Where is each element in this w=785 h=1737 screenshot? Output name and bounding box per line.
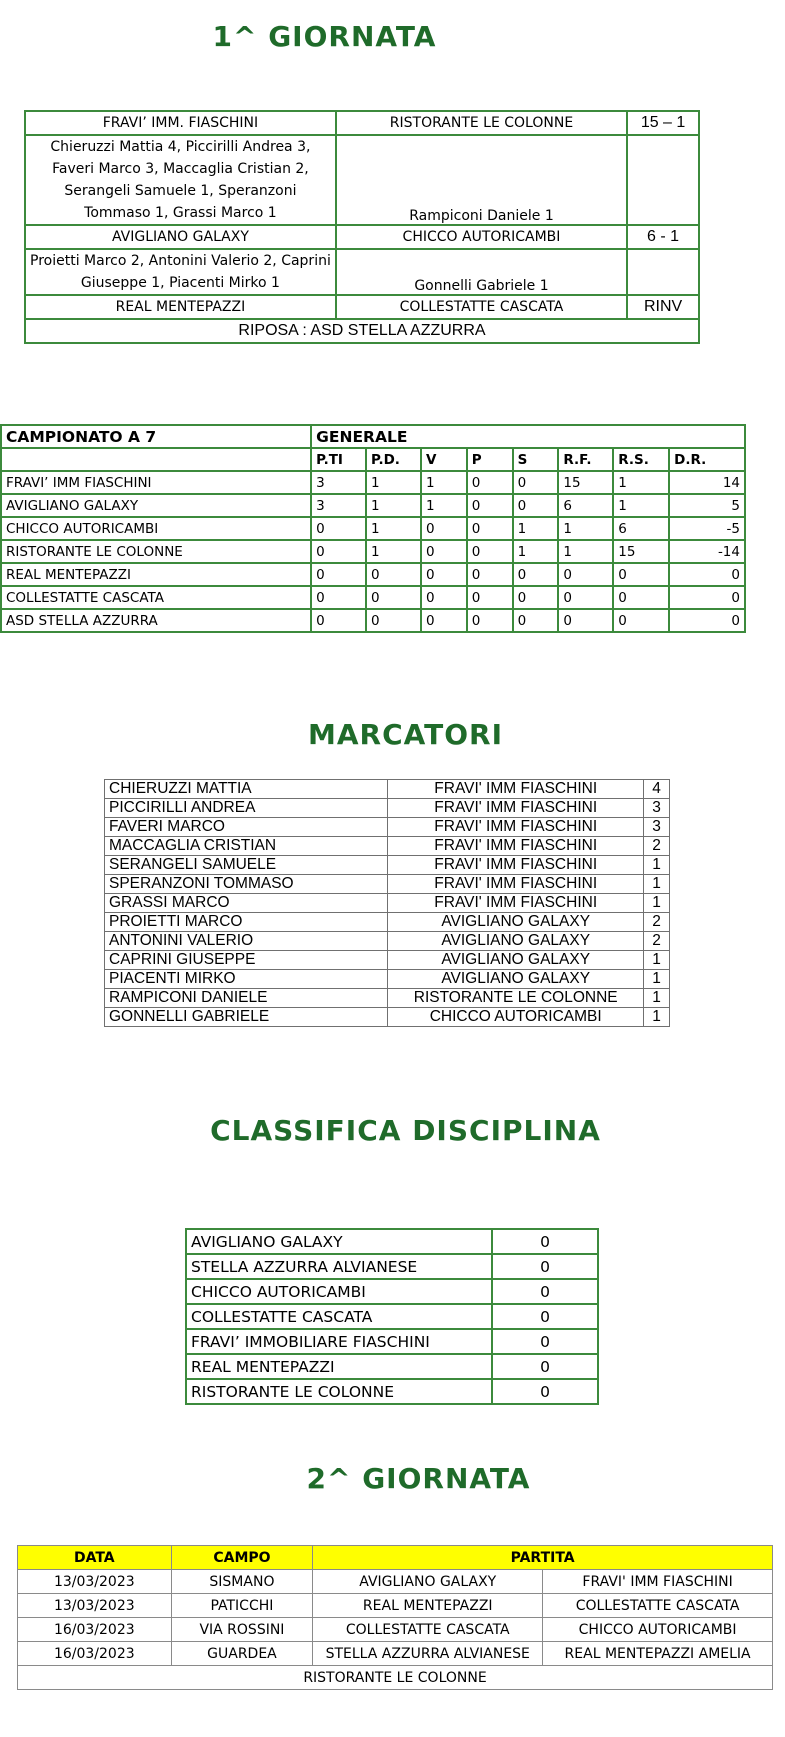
discipline-row [186,1379,598,1404]
discipline-points: 0 [492,1329,598,1354]
scorer-goals: 2 [644,913,670,932]
match-field: SISMANO [171,1570,313,1594]
stat-cell: 0 [513,471,559,494]
home-team: REAL MENTEPAZZI [25,295,336,319]
scorer-row [105,894,670,913]
stat-cell: 1 [421,471,467,494]
home-team: STELLA AZZURRA ALVIANESE [313,1642,543,1666]
home-scorers: Chieruzzi Mattia 4, Piccirilli Andrea 3, Faveri Marco 3, Maccaglia Cristian 2, Serangeli Samuele 1, Speranzoni Tommaso 1, Grassi Marco 1 [25,135,336,225]
stat-cell: 0 [467,563,513,586]
away-team: FRAVI' IMM FIASCHINI [543,1570,773,1594]
stat-cell: 0 [467,471,513,494]
schedule-rest-row [18,1666,773,1690]
discipline-team: AVIGLIANO GALAXY [186,1229,492,1254]
scorer-team: FRAVI' IMM FIASCHINI [388,875,644,894]
stat-cell: 0 [558,563,613,586]
match-date: 16/03/2023 [18,1618,172,1642]
stat-cell: -5 [669,517,745,540]
stat-cell: 1 [558,540,613,563]
stat-cell: 1 [613,494,669,517]
standings-header-cell: V [421,448,467,471]
scorer-name: SERANGELI SAMUELE [105,856,388,875]
stat-cell: 1 [513,540,559,563]
stat-cell: -14 [669,540,745,563]
team-name: REAL MENTEPAZZI [1,563,311,586]
scorer-team: AVIGLIANO GALAXY [388,913,644,932]
discipline-points: 0 [492,1254,598,1279]
standings-header-cell: R.S. [613,448,669,471]
stat-cell: 3 [311,471,366,494]
stat-cell: 0 [513,563,559,586]
match-row [25,111,699,135]
stat-cell: 6 [558,494,613,517]
stat-cell: 0 [558,586,613,609]
team-name: RISTORANTE LE COLONNE [1,540,311,563]
stat-cell: 0 [669,586,745,609]
stat-cell: 0 [669,563,745,586]
standings-row [1,517,745,540]
round1-title: 1^ GIORNATA [212,20,437,53]
scorer-name: RAMPICONI DANIELE [105,989,388,1008]
standings-row [1,563,745,586]
resting-team: RISTORANTE LE COLONNE [18,1666,773,1690]
date-header: DATA [18,1546,172,1570]
standings-header-cell: D.R. [669,448,745,471]
standings-row [1,540,745,563]
match-date: 13/03/2023 [18,1594,172,1618]
standings-header-cell: R.F. [558,448,613,471]
rest-row [25,319,699,343]
stat-cell: 0 [613,609,669,632]
scorer-goals: 1 [644,875,670,894]
stat-cell: 1 [366,494,421,517]
stat-cell: 5 [669,494,745,517]
scorer-goals: 3 [644,799,670,818]
discipline-row [186,1304,598,1329]
rest-team: RIPOSA : ASD STELLA AZZURRA [25,319,699,343]
match-field: PATICCHI [171,1594,313,1618]
scorer-row [105,932,670,951]
team-name: ASD STELLA AZZURRA [1,609,311,632]
discipline-title: CLASSIFICA DISCIPLINA [210,1114,601,1147]
standings-header-row [1,448,745,471]
stat-cell: 0 [311,586,366,609]
stat-cell: 3 [311,494,366,517]
home-team: FRAVI’ IMM. FIASCHINI [25,111,336,135]
stat-cell: 6 [613,517,669,540]
stat-cell: 0 [421,563,467,586]
stat-cell: 1 [366,471,421,494]
stat-cell: 1 [513,517,559,540]
stat-cell: 0 [311,517,366,540]
stat-cell: 0 [311,540,366,563]
scorers-title: MARCATORI [307,718,504,751]
group-label: GENERALE [311,425,745,448]
scorer-row [105,856,670,875]
stat-cell: 0 [613,586,669,609]
discipline-row [186,1254,598,1279]
scorer-goals: 1 [644,951,670,970]
stat-cell: 0 [421,540,467,563]
standings-header-cell: P.D. [366,448,421,471]
discipline-row [186,1229,598,1254]
scorer-name: PIACENTI MIRKO [105,970,388,989]
round2-title: 2^ GIORNATA [306,1462,531,1495]
scorer-name: GONNELLI GABRIELE [105,1008,388,1027]
match-score: 15 – 1 [627,111,699,135]
scorer-team: AVIGLIANO GALAXY [388,970,644,989]
schedule-row [18,1618,773,1642]
scorer-team: FRAVI' IMM FIASCHINI [388,837,644,856]
away-team: CHICCO AUTORICAMBI [543,1618,773,1642]
discipline-row [186,1354,598,1379]
discipline-points: 0 [492,1229,598,1254]
away-team: COLLESTATTE CASCATA [336,295,627,319]
match-score: RINV [627,295,699,319]
scorer-goals: 1 [644,856,670,875]
scorer-goals: 1 [644,1008,670,1027]
match-field: GUARDEA [171,1642,313,1666]
schedule-header-row [18,1546,773,1570]
away-team: RISTORANTE LE COLONNE [336,111,627,135]
scorer-row [105,799,670,818]
stat-cell: 0 [467,517,513,540]
stat-cell: 0 [467,586,513,609]
round1-results-table [24,110,700,344]
stat-cell: 1 [421,494,467,517]
schedule-row [18,1642,773,1666]
scorer-row [105,951,670,970]
scorer-team: FRAVI' IMM FIASCHINI [388,818,644,837]
stat-cell: 0 [311,563,366,586]
discipline-row [186,1329,598,1354]
stat-cell: 0 [467,609,513,632]
scorer-team: RISTORANTE LE COLONNE [388,989,644,1008]
scorer-team: AVIGLIANO GALAXY [388,951,644,970]
standings-header-cell: P [467,448,513,471]
match-date: 13/03/2023 [18,1570,172,1594]
scorer-row [105,780,670,799]
scorer-name: CHIERUZZI MATTIA [105,780,388,799]
discipline-team: REAL MENTEPAZZI [186,1354,492,1379]
scorer-team: CHICCO AUTORICAMBI [388,1008,644,1027]
discipline-row [186,1279,598,1304]
scorer-name: SPERANZONI TOMMASO [105,875,388,894]
scorer-name: PROIETTI MARCO [105,913,388,932]
stat-cell: 1 [366,517,421,540]
discipline-table [185,1228,599,1405]
away-scorers: Gonnelli Gabriele 1 [336,249,627,295]
standings-table [0,424,746,633]
scorer-name: GRASSI MARCO [105,894,388,913]
away-scorers: Rampiconi Daniele 1 [336,135,627,225]
stat-cell: 0 [421,586,467,609]
home-team: REAL MENTEPAZZI [313,1594,543,1618]
scorer-team: FRAVI' IMM FIASCHINI [388,780,644,799]
stat-cell: 1 [613,471,669,494]
discipline-team: COLLESTATTE CASCATA [186,1304,492,1329]
standings-row [1,586,745,609]
stat-cell: 0 [513,494,559,517]
match-header: PARTITA [313,1546,773,1570]
stat-cell: 0 [421,517,467,540]
stat-cell: 0 [366,563,421,586]
stat-cell: 0 [467,540,513,563]
scorer-name: MACCAGLIA CRISTIAN [105,837,388,856]
scorer-row [105,818,670,837]
stat-cell: 1 [366,540,421,563]
stat-cell: 0 [669,609,745,632]
match-field: VIA ROSSINI [171,1618,313,1642]
discipline-team: RISTORANTE LE COLONNE [186,1379,492,1404]
scorer-row [105,837,670,856]
stat-cell: 0 [366,586,421,609]
match-row [25,225,699,249]
scorer-team: AVIGLIANO GALAXY [388,932,644,951]
scorer-team: FRAVI' IMM FIASCHINI [388,894,644,913]
stat-cell: 0 [613,563,669,586]
discipline-points: 0 [492,1379,598,1404]
standings-title-row [1,425,745,448]
round2-schedule-table [17,1545,773,1690]
scorer-goals: 3 [644,818,670,837]
scorer-goals: 1 [644,894,670,913]
schedule-row [18,1594,773,1618]
scorers-row [25,135,699,225]
away-team: COLLESTATTE CASCATA [543,1594,773,1618]
standings-header-cell: S [513,448,559,471]
scorer-name: CAPRINI GIUSEPPE [105,951,388,970]
scorers-row [25,249,699,295]
standings-header-cell: P.TI [311,448,366,471]
stat-cell: 0 [366,609,421,632]
stat-cell: 15 [558,471,613,494]
scorer-row [105,913,670,932]
scorer-goals: 1 [644,989,670,1008]
scorer-row [105,989,670,1008]
scorer-team: FRAVI' IMM FIASCHINI [388,799,644,818]
scorer-goals: 4 [644,780,670,799]
scorer-name: PICCIRILLI ANDREA [105,799,388,818]
schedule-row [18,1570,773,1594]
team-name: AVIGLIANO GALAXY [1,494,311,517]
stat-cell: 0 [311,609,366,632]
discipline-team: FRAVI’ IMMOBILIARE FIASCHINI [186,1329,492,1354]
match-row [25,295,699,319]
discipline-points: 0 [492,1354,598,1379]
match-score: 6 - 1 [627,225,699,249]
stat-cell: 0 [513,609,559,632]
stat-cell: 0 [558,609,613,632]
scorer-row [105,1008,670,1027]
championship-label: CAMPIONATO A 7 [1,425,311,448]
away-team: REAL MENTEPAZZI AMELIA [543,1642,773,1666]
stat-cell: 0 [421,609,467,632]
team-name: FRAVI’ IMM FIASCHINI [1,471,311,494]
stat-cell: 15 [613,540,669,563]
scorer-row [105,875,670,894]
stat-cell: 0 [513,586,559,609]
standings-row [1,471,745,494]
scorer-row [105,970,670,989]
scorers-table [104,779,670,1027]
home-team: AVIGLIANO GALAXY [25,225,336,249]
scorer-goals: 2 [644,837,670,856]
discipline-points: 0 [492,1279,598,1304]
stat-cell: 1 [558,517,613,540]
standings-row [1,494,745,517]
stat-cell: 14 [669,471,745,494]
scorer-goals: 1 [644,970,670,989]
discipline-team: STELLA AZZURRA ALVIANESE [186,1254,492,1279]
away-team: CHICCO AUTORICAMBI [336,225,627,249]
match-date: 16/03/2023 [18,1642,172,1666]
home-scorers: Proietti Marco 2, Antonini Valerio 2, Caprini Giuseppe 1, Piacenti Mirko 1 [25,249,336,295]
scorer-name: FAVERI MARCO [105,818,388,837]
scorer-goals: 2 [644,932,670,951]
discipline-points: 0 [492,1304,598,1329]
team-name: CHICCO AUTORICAMBI [1,517,311,540]
stat-cell: 0 [467,494,513,517]
home-team: COLLESTATTE CASCATA [313,1618,543,1642]
scorer-team: FRAVI' IMM FIASCHINI [388,856,644,875]
scorer-name: ANTONINI VALERIO [105,932,388,951]
home-team: AVIGLIANO GALAXY [313,1570,543,1594]
standings-row [1,609,745,632]
discipline-team: CHICCO AUTORICAMBI [186,1279,492,1304]
team-name: COLLESTATTE CASCATA [1,586,311,609]
field-header: CAMPO [171,1546,313,1570]
